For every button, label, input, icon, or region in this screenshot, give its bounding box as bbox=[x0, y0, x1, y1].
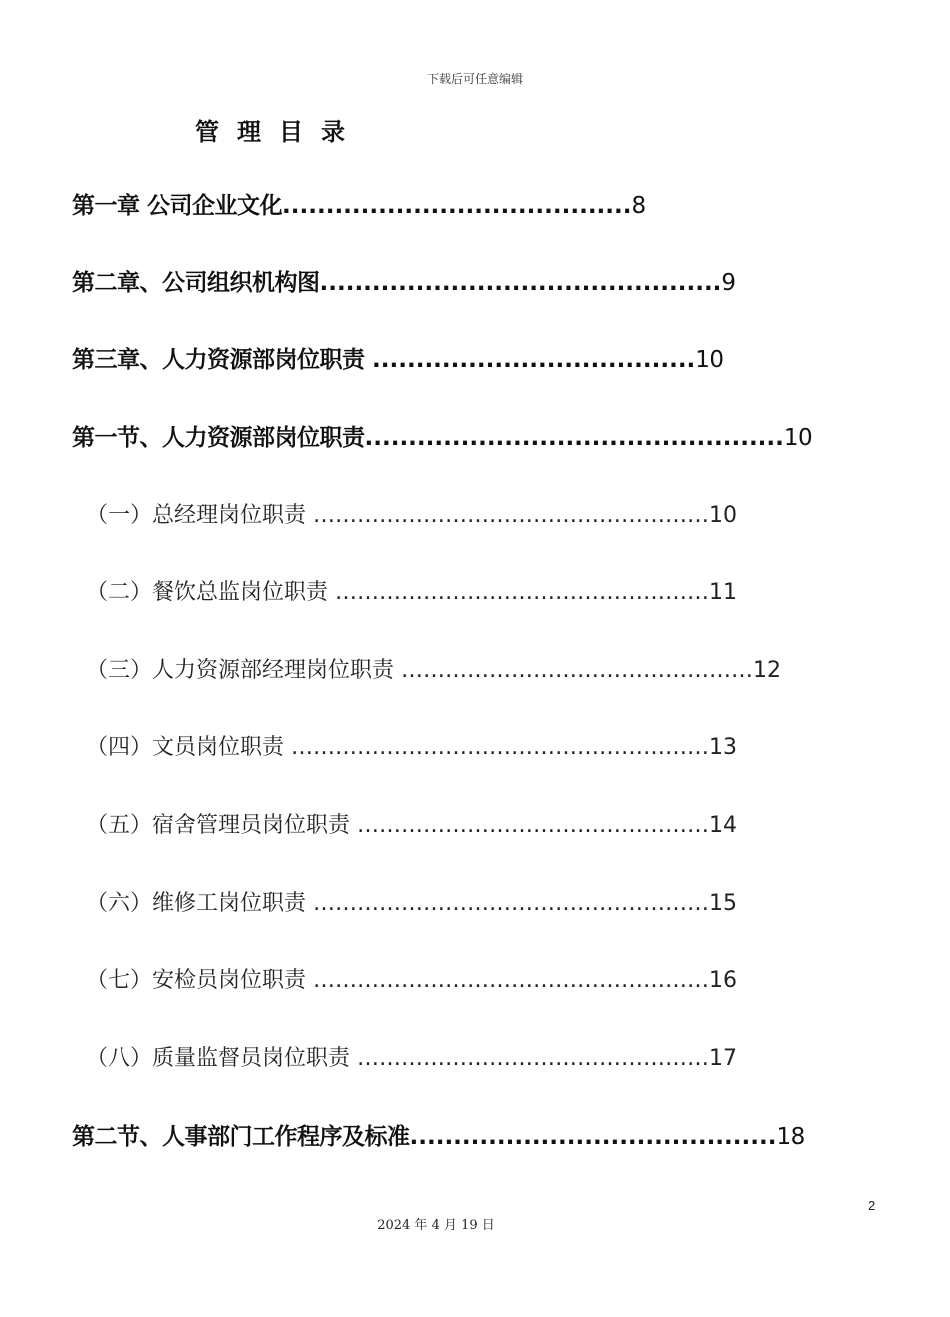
toc-leader-dots: ………………………………………………… bbox=[291, 735, 709, 760]
toc-entry-text: 第三章、人力资源部岗位职责 bbox=[72, 347, 373, 373]
toc-entry bbox=[86, 811, 737, 841]
toc-entry bbox=[72, 345, 724, 375]
toc-leader-dots: .............................................. bbox=[319, 270, 722, 296]
toc-leader-dots: ……………………………………………… bbox=[313, 968, 709, 993]
toc-leader-dots: ………………………………………… bbox=[357, 813, 709, 838]
toc-leader-dots: ..................................... bbox=[372, 347, 696, 373]
document-title: 管理目录 bbox=[195, 117, 363, 146]
toc-leader-dots: ……………………………………………… bbox=[313, 503, 709, 528]
toc-entry bbox=[86, 733, 737, 763]
toc-page-number: 17 bbox=[709, 1046, 737, 1071]
toc-entry bbox=[72, 268, 736, 298]
toc-page-number: 15 bbox=[709, 891, 737, 916]
toc-entry-text: 第二章、公司组织机构图 bbox=[72, 270, 320, 296]
toc-entry-text: （一）总经理岗位职责 bbox=[86, 503, 313, 528]
toc-entry-text: 第二节、人事部门工作程序及标准 bbox=[72, 1124, 410, 1150]
toc-entry-text: （六）维修工岗位职责 bbox=[86, 891, 313, 916]
toc-entry bbox=[86, 656, 781, 686]
page-number: 2 bbox=[868, 1198, 876, 1213]
toc-entry bbox=[72, 423, 812, 453]
toc-page-number: 10 bbox=[695, 347, 724, 373]
toc-page-number: 9 bbox=[721, 270, 736, 296]
toc-entry-text: （五）宿舍管理员岗位职责 bbox=[86, 813, 357, 838]
toc-entry-text: （四）文员岗位职责 bbox=[86, 735, 291, 760]
toc-entry bbox=[86, 966, 737, 996]
toc-entry bbox=[86, 501, 737, 531]
toc-entry-text: 第一章 公司企业文化 bbox=[72, 193, 283, 219]
toc-leader-dots: ………………………………………… bbox=[357, 1046, 709, 1071]
toc-page-number: 8 bbox=[631, 193, 646, 219]
toc-page-number: 12 bbox=[753, 658, 781, 683]
footer-date: 2024 年 4 月 19 日 bbox=[377, 1218, 495, 1233]
toc-entry bbox=[86, 1044, 737, 1074]
toc-entry-text: （三）人力资源部经理岗位职责 bbox=[86, 658, 401, 683]
page-header-note: 下载后可任意编辑 bbox=[426, 72, 523, 86]
toc-leader-dots: …………………………………………… bbox=[335, 580, 709, 605]
toc-page-number: 18 bbox=[776, 1124, 805, 1150]
toc-entry-text: （二）餐饮总监岗位职责 bbox=[86, 580, 335, 605]
toc-leader-dots: ………………………………………… bbox=[401, 658, 753, 683]
toc-page-number: 13 bbox=[709, 735, 737, 760]
toc-page-number: 16 bbox=[709, 968, 737, 993]
toc-entry bbox=[72, 1122, 805, 1152]
toc-page-number: 14 bbox=[709, 813, 737, 838]
toc-leader-dots: ……………………………………………… bbox=[313, 891, 709, 916]
toc-entry bbox=[86, 578, 737, 608]
toc-page-number: 11 bbox=[709, 580, 737, 605]
toc-entry bbox=[86, 889, 737, 919]
toc-leader-dots: ........................................ bbox=[282, 193, 632, 219]
toc-page-number: 10 bbox=[709, 503, 737, 528]
toc-entry-text: （八）质量监督员岗位职责 bbox=[86, 1046, 357, 1071]
toc-page-number: 10 bbox=[783, 425, 813, 451]
toc-leader-dots: .......................................... bbox=[409, 1124, 777, 1150]
toc-leader-dots: ................................................ bbox=[364, 425, 784, 451]
toc-entry bbox=[72, 191, 646, 221]
toc-entry-text: （七）安检员岗位职责 bbox=[86, 968, 313, 993]
toc-entry-text: 第一节、人力资源部岗位职责 bbox=[72, 425, 365, 451]
